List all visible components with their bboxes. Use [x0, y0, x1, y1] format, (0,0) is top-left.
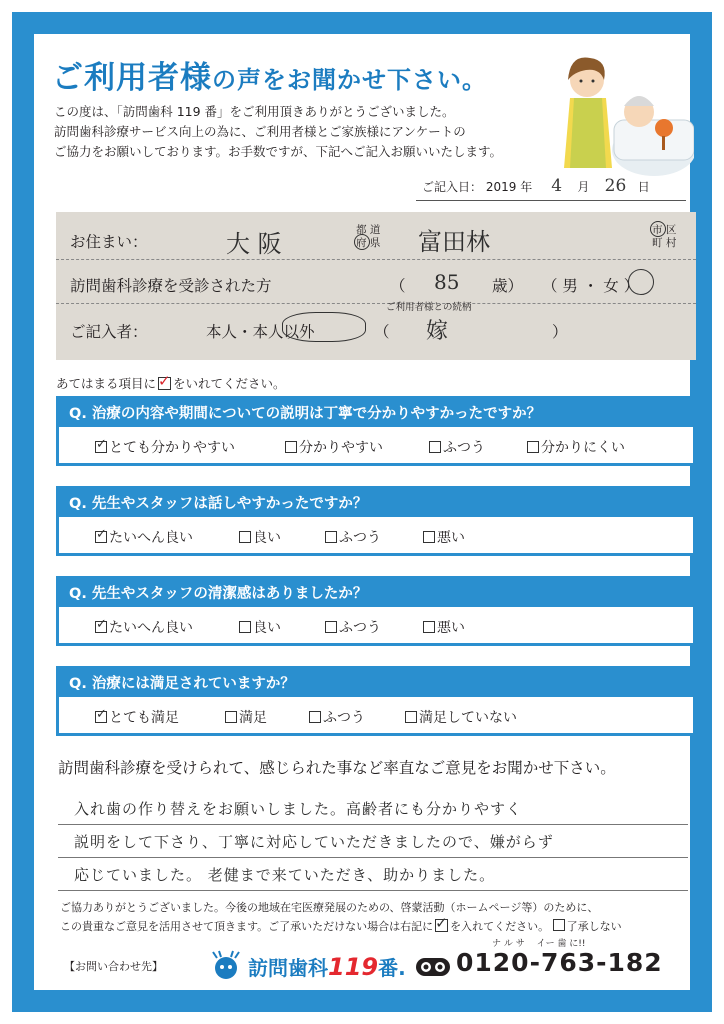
question-2-text: Q. 先生やスタッフは話しやすかったですか？ — [59, 489, 693, 517]
q3-option-very-good[interactable]: ✓たいへん良い — [95, 617, 193, 637]
q4-option-not-satisfied[interactable]: 満足していない — [405, 707, 517, 727]
free-dial-icon — [416, 956, 450, 978]
writer-options: 本人・本人以外 — [206, 323, 315, 341]
intro-text: この度は、「訪問歯科 119 番」をご利用頂きありがとうございました。 訪問歯科診療サービス向上の為に、ご利用者様とご家族様にアンケートの ご協力をお願いしております。お手数ですが、下記へご記入お願いいたします。 — [54, 104, 503, 159]
checkbox-icon[interactable] — [423, 531, 435, 543]
comments-title: 訪問歯科診療を受けられて、感じられた事など率直なご意見をお聞かせ下さい。 — [58, 759, 616, 777]
q4-option-normal[interactable]: ふつう — [309, 707, 365, 727]
prefecture-circle — [354, 234, 370, 250]
phone-mnemonic: ナ ル サ イー 歯 に!! — [492, 939, 586, 949]
address-row: お住まい： 大 阪 都 道 府 県 富田林 市 区 町 村 — [56, 218, 696, 260]
question-approachability — [56, 486, 696, 556]
age-value[interactable]: 85 — [434, 270, 460, 294]
question-1-text: Q. 治療の内容や期間についての説明は丁寧で分かりやすかったですか？ — [59, 399, 693, 427]
q4-option-satisfied[interactable]: 満足 — [225, 707, 267, 727]
checkbox-icon[interactable] — [527, 441, 539, 453]
checkmark-example-icon: ✓ — [435, 914, 448, 932]
instruction-hint: あてはまる項目に ✓ をいれてください。 — [56, 372, 286, 391]
entry-date: ご記入日： 2019 年 4 月 26 日 — [422, 176, 650, 196]
q2-option-good[interactable]: 良い — [239, 527, 281, 547]
checkbox-icon[interactable] — [285, 441, 297, 453]
checkbox-checked-icon[interactable] — [95, 621, 107, 633]
q3-option-good[interactable]: 良い — [239, 617, 281, 637]
checkbox-checked-icon[interactable] — [95, 441, 107, 453]
contact-footer: 【お問い合わせ先】 訪問歯科119番. 0120-763-182 ナ ル サ イー 歯 に!! — [58, 948, 688, 984]
question-4-text: Q. 治療には満足されていますか？ — [59, 669, 693, 697]
comment-line[interactable]: 応じていました。 老健まで来ていただき、助かりました。 — [58, 858, 688, 891]
q1-option-clear[interactable]: 分かりやすい — [285, 437, 383, 457]
q1-option-normal[interactable]: ふつう — [429, 437, 485, 457]
checkbox-icon[interactable] — [325, 621, 337, 633]
checkbox-icon[interactable] — [429, 441, 441, 453]
deer-mascot-icon — [208, 950, 244, 982]
q3-option-normal[interactable]: ふつう — [325, 617, 381, 637]
q2-option-bad[interactable]: 悪い — [423, 527, 465, 547]
date-underline — [416, 200, 686, 201]
checkmark-example-icon: ✓ — [158, 372, 171, 390]
writer-circle — [282, 312, 366, 342]
q2-option-normal[interactable]: ふつう — [325, 527, 381, 547]
city-value[interactable]: 富田林 — [418, 228, 490, 256]
question-explanation — [56, 396, 696, 466]
day-value[interactable]: 26 — [604, 176, 627, 196]
question-satisfaction — [56, 666, 696, 736]
survey-sheet — [34, 34, 690, 990]
page-title: ご利用者様の声をお聞かせ下さい。 — [52, 60, 487, 96]
month-value[interactable]: 4 — [551, 176, 563, 196]
question-cleanliness — [56, 576, 696, 646]
question-3-text: Q. 先生やスタッフの清潔感はありましたか？ — [59, 579, 693, 607]
city-circle — [650, 221, 666, 237]
q1-option-unclear[interactable]: 分かりにくい — [527, 437, 625, 457]
writer-row: ご記入者： 本人・本人以外 ご利用者様との続柄 （ 嫁 ） — [70, 302, 568, 344]
checkbox-icon[interactable] — [309, 711, 321, 723]
checkbox-icon[interactable] — [423, 621, 435, 633]
contact-label: 【お問い合わせ先】 — [64, 960, 163, 973]
q4-option-very-satisfied[interactable]: ✓とても満足 — [95, 707, 179, 727]
q2-option-very-good[interactable]: ✓たいへん良い — [95, 527, 193, 547]
gender-circle — [628, 269, 654, 295]
decline-label: 了承しない — [566, 920, 622, 933]
caregiver-illustration — [544, 40, 694, 180]
gender-options: （ 男 ・ 女 ） — [542, 277, 640, 295]
prefecture-value[interactable]: 大 阪 — [226, 230, 282, 258]
checkbox-icon[interactable] — [239, 531, 251, 543]
checkbox-icon[interactable] — [405, 711, 417, 723]
decline-checkbox[interactable] — [553, 919, 565, 931]
consent-notice: ご協力ありがとうございました。今後の地域在宅医療発展のための、啓蒙活動（ホームページ等）のために、 この貴重なご意見を活用させて頂きます。ご了承いただけない場合は右記に ✓ を入れてください。 了承しない — [60, 901, 622, 933]
comment-line[interactable]: 入れ歯の作り替えをお願いしました。高齢者にも分かりやすく — [58, 792, 688, 825]
checkbox-icon[interactable] — [239, 621, 251, 633]
comment-line[interactable]: 説明をして下さり、丁寧に対応していただきましたので、嫌がらず — [58, 825, 688, 858]
q1-option-very-clear[interactable]: ✓とても分かりやすい — [95, 437, 235, 457]
checkbox-checked-icon[interactable] — [95, 531, 107, 543]
checkbox-icon[interactable] — [225, 711, 237, 723]
page-frame — [12, 12, 712, 1012]
patient-row: 訪問歯科診療を受診された方 （ 85 歳） （ 男 ・ 女 ） — [56, 262, 696, 304]
q3-option-bad[interactable]: 悪い — [423, 617, 465, 637]
respondent-info — [56, 212, 696, 360]
checkbox-icon[interactable] — [325, 531, 337, 543]
relation-value[interactable]: 嫁 — [426, 319, 449, 344]
checkbox-checked-icon[interactable] — [95, 711, 107, 723]
